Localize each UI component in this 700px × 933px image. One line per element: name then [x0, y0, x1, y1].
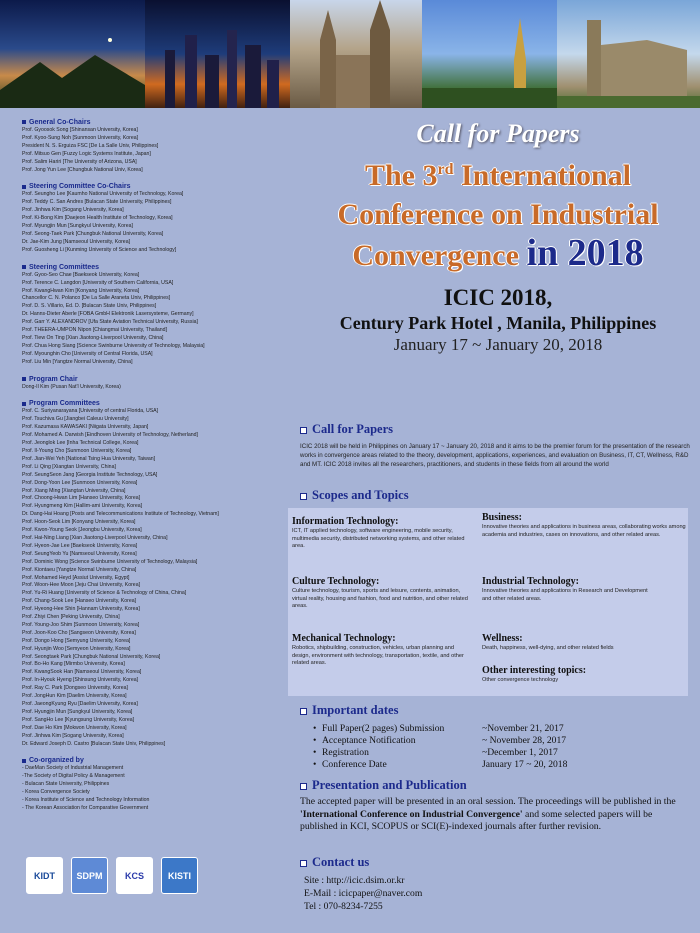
committee-member: President N. S. Erguiza FSC [De La Salle Univ, Philippines]: [22, 142, 159, 149]
committee-member: Dong-Il Kim (Pusan Nat'l University, Korea): [22, 383, 121, 390]
organizer-logo: SDPM: [71, 857, 108, 894]
cathedral-photo: [290, 0, 422, 108]
committee-member: Prof. Hoon-Seok Lim [Konyang University, Korea]: [22, 519, 136, 526]
committee-member: Chancellor C. N. Polanco [De La Salle Araneta Univ, Philippines]: [22, 295, 171, 302]
committee-member: Prof. Il-Young Cho [Sunmoon University, Korea]: [22, 448, 132, 454]
scope-item: Culture Technology: Culture technology, tourism, sports and leisure, contents, animation, virtual reality, housing and fashion, food and nutrition, and other related areas.: [292, 576, 468, 610]
committee-member: Prof. KwangHwan Kim [Konyang University, Korea]: [22, 287, 140, 294]
committee-member: Prof. Tiew On Ting [Xian Jiaotong-Liverpool University, China]: [22, 334, 164, 341]
committee-member: Prof. Hai-Ning Liang [Xian Jiaotong-Liverpool University, China]: [22, 534, 168, 541]
mountain-night-photo: [0, 0, 145, 108]
committee-member: Prof. Gyoosok Song [Shinansan University, Korea]: [22, 127, 138, 133]
committee-member: Prof. Mitsuo Gen [Fuzzy Logic Systems Institute, Japan]: [22, 150, 151, 157]
scope-item: Business: Innovative theories and applications in business areas, collaborating works among academia and industries, cases on innovations, and other related areas.: [482, 512, 686, 538]
date-row: • Full Paper(2 pages) Submission ~November 21, 2017: [313, 722, 564, 734]
header-photo-strip: [0, 0, 700, 108]
committee-member: Prof. Dongo Hong [Semyung University, Korea]: [22, 637, 131, 644]
committee-member: - DaeMan Society of Industrial Management: [22, 765, 124, 772]
scope-item: Industrial Technology: Innovative theories and applications in Research and Development and other related areas.: [482, 576, 648, 602]
committee-member: -The Society of Digital Policy & Management: [22, 773, 125, 780]
scope-item: Wellness: Death, happiness, well-dying, and other related fields: [482, 633, 614, 651]
committee-member: - Korea Institute of Science and Technology Information: [22, 797, 150, 804]
contact-email: E-Mail : icicpaper@naver.com: [304, 888, 423, 899]
committee-member: - The Korean Association for Comparative Government: [22, 804, 149, 811]
committee-member: Prof. Jinhwa Kim [Sogang University, Korea]: [22, 732, 124, 739]
committee-member: Prof. Seungho Lee [Kaumho National University of Technology, Korea]: [22, 191, 184, 198]
committee-member: Prof. D. S. Villario, Ed. D. [Bulacan State Univ, Philippines]: [22, 303, 157, 310]
committee-member: Dr. Edward Joseph D. Castro [Bulacan State Univ, Philippines]: [22, 740, 166, 747]
committee-sidebar: [22, 118, 284, 813]
conference-title: The 3rd International Conference on Industrial Convergence in 2018: [337, 159, 659, 274]
committee-member: Prof. Kyoo-Sung Noh [Sunmoon University, Korea]: [22, 134, 139, 141]
committee-member: Prof. Hyungmeng Kim [Hallim-ami University, Korea]: [22, 503, 143, 510]
steering-cochairs-heading: Steering Committee Co-Chairs: [22, 182, 284, 191]
organizer-logo: KISTI: [161, 857, 198, 894]
city-skyline-photo: [145, 0, 290, 108]
important-dates-list: [313, 722, 567, 770]
presentation-heading: Presentation and Publication: [300, 778, 467, 793]
steering-cochairs-list: [22, 191, 284, 254]
date-row: • Acceptance Notification ~ November 28, 2017: [313, 734, 567, 746]
committee-member: Prof. Kiontaeu [Yangtze Normal University, China]: [22, 566, 137, 573]
committee-member: - Korea Convergence Society: [22, 789, 90, 796]
committee-member: Prof. Teddy C. San Andres [Bulacan State University, Philippines]: [22, 199, 172, 206]
church-photo: [557, 0, 700, 108]
committee-member: Prof. Li Qing [Xiangtan University, China]: [22, 463, 116, 470]
committee-member: Prof. KwangSook Han [Namseoul University, Korea]: [22, 669, 142, 676]
committee-member: Prof. Dong-Yoon Lee [Sunmoon University, Korea]: [22, 479, 138, 486]
committee-member: Dr. Jae-Kim Jung [Namseoul University, Korea]: [22, 238, 131, 245]
committee-member: Prof. Jong Yun Lee [Chungbuk National Univ, Korea]: [22, 166, 143, 173]
committee-member: Prof. Mohamed A. Darwish [Eindhoven University of Technology, Netherland]: [22, 432, 198, 439]
temple-tower-photo: [422, 0, 557, 108]
committee-member: Prof. Dominic Wong [Science Swinburne University of Technology, Malaysia]: [22, 558, 198, 565]
committee-member: Prof. Garr Y. ALEXANDROV [Ufa State Aviation Technical University, Russia]: [22, 319, 198, 326]
committee-member: Prof. Hyeon-Jae Lee [Baekseok University, Korea]: [22, 542, 138, 549]
committee-member: Prof. Myungjin Mun [Sungkyul University, Korea]: [22, 223, 133, 230]
committee-member: Prof. Dae Ho Kim [Mokwon University, Korea]: [22, 724, 127, 731]
committee-member: Prof. Seongtaek Park [Chungbuk National University, Korea]: [22, 653, 161, 660]
committee-member: Prof. Mohamed Heyd [Assiut University, Egypt]: [22, 574, 130, 581]
committee-member: Prof. Liu Min [Yangtze Normal University, China]: [22, 358, 133, 365]
committee-member: Prof. JaeongKyung Ryu [Daelim University, Korea]: [22, 701, 138, 707]
program-committees-heading: Program Committees: [22, 399, 284, 408]
presentation-text: The accepted paper will be presented in an oral session. The proceedings will be published in the 'International Conference on Industrial Convergence' and some selected papers will be published in KCI, SCOPUS or SCI(E)-indexed journals after further revision.: [300, 796, 676, 833]
committee-member: Prof. Joon-Koo Cho [Sangseon University, Korea]: [22, 629, 136, 636]
important-dates-heading: Important dates: [300, 703, 398, 718]
committee-member: Prof. Myounghin Cho [University of Central Florida, USA]: [22, 350, 153, 357]
coorganized-heading: Co-organized by: [22, 756, 284, 765]
committee-member: Prof. SeungYeob Yu [Namseoul University, Korea]: [22, 550, 137, 557]
organizer-logo: KCS: [116, 857, 153, 894]
organizer-logo: KIDT: [26, 857, 63, 894]
steering-committees-heading: Steering Committees: [22, 263, 284, 272]
committee-member: Prof. Chua Hong Siang [Science Swinburne University of Technology, Malaysia]: [22, 342, 205, 349]
committee-member: Dr. Dang-Hai Hoang [Posts and Telecommunications Institute of Technology, Vietnam]: [22, 511, 219, 518]
committee-member: Prof. Tsuchiva Gu [Jiangbei Caleuu University]: [22, 416, 129, 423]
general-cochairs-heading: General Co-Chairs: [22, 118, 284, 127]
committee-member: - Bulacan State University, Philippines: [22, 781, 110, 788]
committee-member: Prof. Hyunjin Woo [Semyeon University, Korea]: [22, 645, 131, 652]
committee-member: Prof. SeungSeon Jang [Georgia Institute Technology, USA]: [22, 471, 158, 478]
committee-member: Prof. Yu-Ri Huang [University of Science & Technology of China, China]: [22, 590, 187, 597]
scopes-heading: Scopes and Topics: [300, 488, 409, 503]
committee-member: Prof. Ray C. Park [Dongseo University, Korea]: [22, 685, 128, 692]
committee-member: Prof. SangHo Lee [Kyungsung University, Korea]: [22, 716, 135, 723]
venue: Century Park Hotel , Manila, Philippines: [339, 313, 657, 333]
contact-phone: Tel : 070-8234-7255: [304, 901, 383, 912]
committee-member: Prof. Hyungjin Mun [Sungkyul University, Korea]: [22, 708, 133, 715]
contact-heading: Contact us: [300, 855, 369, 870]
committee-member: Prof. Zhiyi Chen [Peking University, China]: [22, 614, 120, 621]
title-block: [298, 118, 698, 355]
date-row: • Conference Date January 17 ~ 20, 2018: [313, 758, 568, 770]
committee-member: Prof. Jeonglok Lee [Inha Technical College, Korea]: [22, 440, 139, 447]
event-dates: January 17 ~ January 20, 2018: [393, 335, 603, 354]
organizer-logos: [26, 857, 198, 894]
committee-member: Prof. Hyeong-Hee Shin [Hannam University, Korea]: [22, 606, 140, 613]
committee-member: Dr. Hanns-Dieter Aberle [FOBA GmbH Elektronik Lasersysteme, Germany]: [22, 311, 194, 318]
coorganized-list: [22, 765, 284, 812]
committee-member: Prof. In-Hyouk Hyeng [Shinsung University, Korea]: [22, 677, 139, 684]
date-row: • Registration ~December 1, 2017: [313, 746, 558, 758]
scope-item: Other interesting topics: Other convergence technology: [482, 665, 587, 683]
committee-member: Prof. Young-Joo Shim [Sunmoon University, Korea]: [22, 621, 140, 628]
committee-member: Prof. THEERA-UMPON Nipon [Chiangmai University, Thailand]: [22, 327, 168, 334]
scope-item: Mechanical Technology: Robotics, shipbuilding, construction, vehicles, urban planning and design, environment with technology, transportation, textile, and other related areas.: [292, 633, 464, 667]
committee-member: Prof. Woon-Hee Moon [Jeju Chai University, Korea]: [22, 582, 141, 589]
committee-member: Prof. Salim Hariri [The University of Arizona, USA]: [22, 158, 137, 165]
call-for-papers-banner: Call for Papers: [416, 119, 580, 148]
committee-member: Prof. Kwon-Young Seok [Jeongbu University, Korea]: [22, 527, 142, 534]
committee-member: Prof. Jian-Wei Yeh [National Tsing Hua University, Taiwan]: [22, 455, 156, 462]
committee-member: Prof. Kazumasa KAWASAKI [Niigata University, Japan]: [22, 424, 149, 431]
cfp-heading: Call for Papers: [300, 422, 393, 437]
event-name: ICIC 2018,: [443, 285, 553, 310]
committee-member: Prof. Gyoo-Seo Chae [Baekseok University, Korea]: [22, 271, 140, 278]
committee-member: Prof. JongHun Kim [Daelim University, Korea]: [22, 693, 127, 700]
general-cochairs-list: [22, 127, 284, 174]
program-committees-list: [22, 408, 284, 748]
committee-member: Prof. Ki-Bong Kim [Daejeon Health Institute of Technology, Korea]: [22, 215, 173, 222]
program-chair-heading: Program Chair: [22, 375, 284, 384]
committee-member: Prof. Terence C. Langdon [University of Southern California, USA]: [22, 279, 174, 286]
committee-member: Prof. C. Suriyanarayana [University of central Florida, USA]: [22, 408, 159, 415]
scope-item: Information Technology: ICT, IT applied technology, software engineering, mobile security, multimedia security, distributed networking systems, and other related area.: [292, 516, 465, 550]
committee-member: Prof. Xiang Ming [Xiangtan University, China]: [22, 487, 126, 494]
contact-info: [304, 874, 422, 913]
steering-committees-list: [22, 272, 284, 367]
committee-member: Prof. Chang-Sook Lee [Hanseo University, Korea]: [22, 598, 137, 605]
committee-member: Prof. Guosheng Li [Kunming University of Science and Technology]: [22, 246, 177, 253]
committee-member: Prof. Choong-Hwan Lim [Hanseo University, Korea]: [22, 495, 141, 502]
scopes-panel: [288, 508, 688, 696]
committee-member: Prof. Seong-Taek Park [Chungbuk National University, Korea]: [22, 230, 164, 237]
committee-member: Prof. Bo-Ho Kang [Mirmbo University, Korea]: [22, 661, 125, 668]
committee-member: Prof. Jinhwa Kim [Sogang University, Korea]: [22, 207, 124, 214]
cfp-text: ICIC 2018 will be held in Philippines on January 17 ~ January 20, 2018 and it aims to be the premier forum for the presentation of the research works in convergence areas related to the theory, development, applications, experiences, and evaluation on Business, IT, CT, Wellness, R&D and MT. ICIC 2018 invites all the researchers, practitioners, and students in these fields from all around the world: [300, 443, 690, 468]
program-chair-list: [22, 384, 284, 392]
contact-site: Site : http://icic.dsim.or.kr: [304, 875, 405, 886]
